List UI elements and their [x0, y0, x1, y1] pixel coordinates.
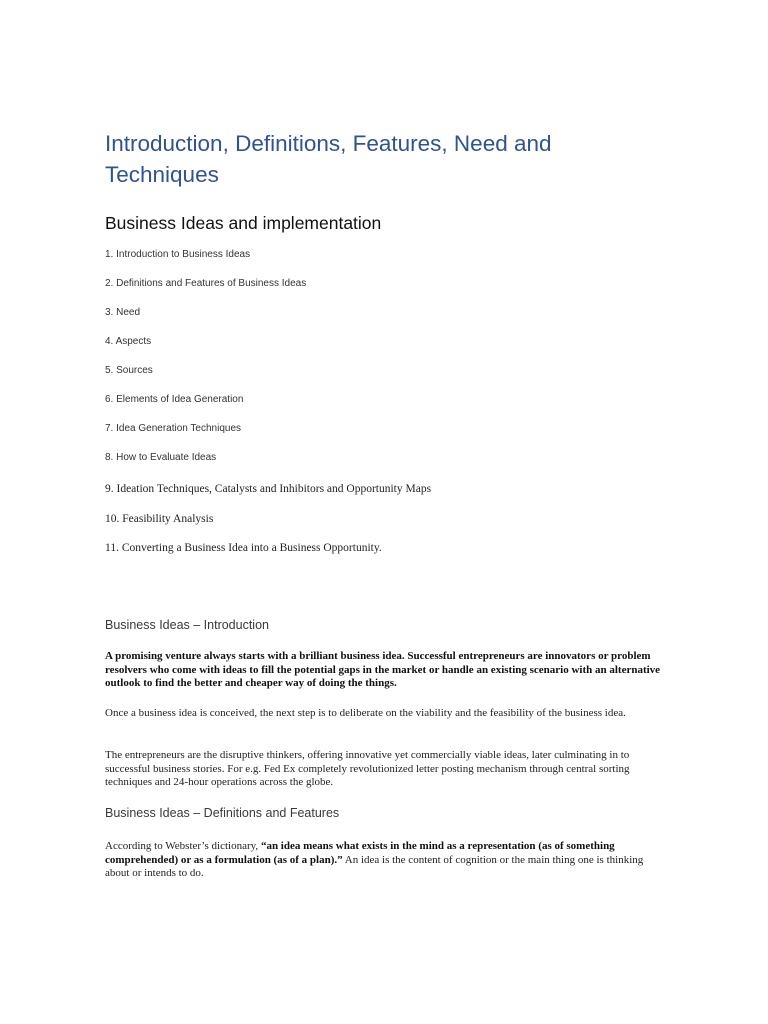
page-title: Introduction, Definitions, Features, Need and Techniques — [105, 131, 552, 187]
section-heading-introduction: Business Ideas – Introduction — [105, 618, 269, 632]
section-heading-definitions: Business Ideas – Definitions and Features — [105, 806, 340, 820]
toc-item: 9. Ideation Techniques, Catalysts and Inhibitors and Opportunity Maps — [105, 483, 432, 495]
definition-quote: “an idea means what exists in the mind as a representation (as of something comprehended) or as a formulation (as of a plan).” — [105, 840, 615, 866]
disruptive-thinkers-paragraph: The entrepreneurs are the disruptive thinkers, offering innovative yet commercially viable ideas, later culminating in to successful business stories. For e.g. Fed Ex completely revolutionized letter posting mechanism through central sorting techniques and 24-hour operations across the globe. — [105, 749, 630, 788]
toc-item: 3. Need — [105, 307, 141, 318]
document-subtitle: Business Ideas and implementation — [105, 213, 382, 233]
definition-intro-text: According to Webster’s dictionary, — [105, 840, 261, 852]
toc-item: 5. Sources — [105, 365, 153, 376]
toc-item: 7. Idea Generation Techniques — [105, 423, 242, 434]
toc-item: 1. Introduction to Business Ideas — [105, 249, 251, 260]
toc-item: 10. Feasibility Analysis — [105, 513, 214, 525]
toc-item: 8. How to Evaluate Ideas — [105, 452, 217, 463]
intro-paragraph: A promising venture always starts with a brilliant business idea. Successful entrepreneurs are innovators or problem resolvers who come with ideas to fill the potential gaps in the market or handle an existing scenario with an alternative outlook to find the better and cheaper way of doing the things. — [105, 650, 661, 689]
definition-rest-text: An idea is the content of cognition or the main thing one is thinking about or intends to do. — [105, 853, 644, 879]
toc-item: 2. Definitions and Features of Business Ideas — [105, 278, 307, 289]
viability-paragraph: Once a business idea is conceived, the next step is to deliberate on the viability and the feasibility of the business idea. — [105, 707, 626, 719]
toc-item: 4. Aspects — [105, 336, 152, 347]
toc-item: 11. Converting a Business Idea into a Business Opportunity. — [105, 542, 382, 554]
toc-item: 6. Elements of Idea Generation — [105, 394, 244, 405]
webster-definition-paragraph — [105, 840, 665, 881]
